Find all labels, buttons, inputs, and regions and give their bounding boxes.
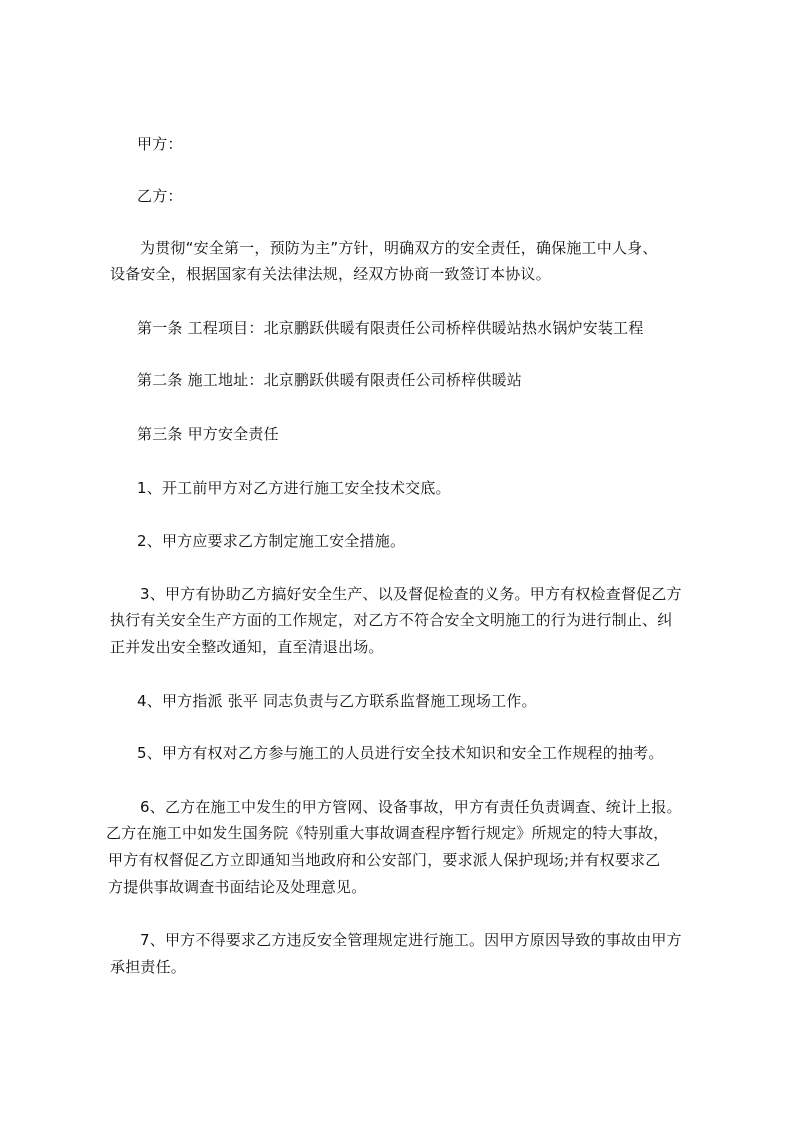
item-2: 2、甲方应要求乙方制定施工安全措施。 [137,532,406,550]
item-1: 1、开工前甲方对乙方进行施工安全技术交底。 [137,479,451,497]
item-5: 5、甲方有权对乙方参与施工的人员进行安全技术知识和安全工作规程的抽考。 [137,744,664,762]
party-a-label: 甲方： [137,135,183,153]
item-6-line-2: 乙方在施工中如发生国务院《特别重大事故调查程序暂行规定》所规定的特大事故， [106,824,669,842]
item-3-line-3: 正并发出安全整改通知，直至清退出场。 [110,638,384,656]
article-2: 第二条 施工地址：北京鹏跃供暖有限责任公司桥梓供暖站 [137,371,522,389]
intro-line-1: 为贯彻“安全第一，预防为主”方针，明确双方的安全责任，确保施工中人身、 [140,239,658,257]
item-6-line-1: 6、乙方在施工中发生的甲方管网、设备事故，甲方有责任负责调查、统计上报。 [140,798,682,816]
item-7-line-1: 7、甲方不得要求乙方违反安全管理规定进行施工。因甲方原因导致的事故由甲方 [140,931,682,949]
intro-line-2: 设备安全，根据国家有关法律法规，经双方协商一致签订本协议。 [110,265,551,283]
article-1: 第一条 工程项目：北京鹏跃供暖有限责任公司桥梓供暖站热水锅炉安装工程 [137,319,644,337]
item-6-line-4: 方提供事故调查书面结论及处理意见。 [108,878,367,896]
item-3-line-2: 执行有关安全生产方面的工作规定，对乙方不符合安全文明施工的行为进行制止、纠 [110,611,673,629]
article-3-heading: 第三条 甲方安全责任 [137,425,279,443]
item-7-line-2: 承担责任。 [110,958,187,976]
item-4: 4、甲方指派 张平 同志负责与乙方联系监督施工现场工作。 [137,692,537,710]
party-b-label: 乙方： [137,187,183,205]
item-3-line-1: 3、甲方有协助乙方搞好安全生产、以及督促检查的义务。甲方有权检查督促乙方 [140,585,682,603]
item-6-line-3: 甲方有权督促乙方立即通知当地政府和公安部门，要求派人保护现场;并有权要求乙 [108,851,661,869]
